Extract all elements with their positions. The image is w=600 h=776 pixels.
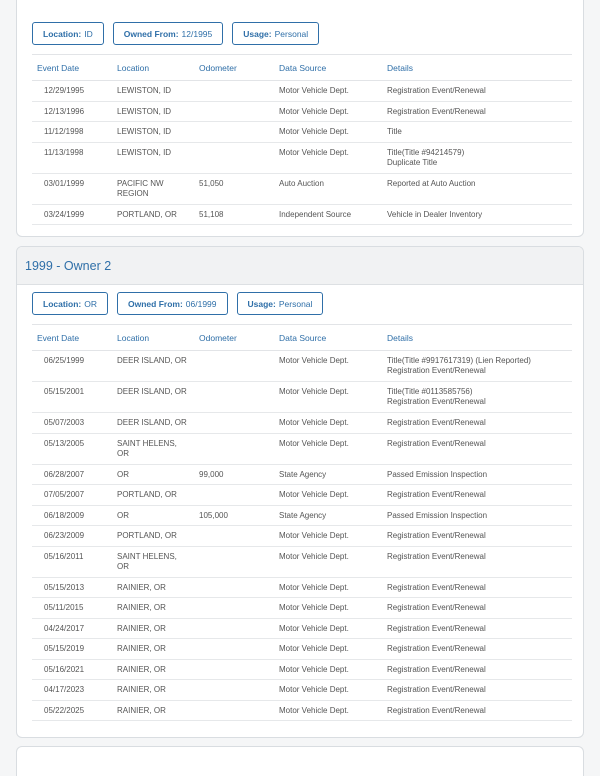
- location-cell: LEWISTON, ID: [112, 81, 194, 102]
- details-cell: Registration Event/Renewal: [382, 680, 572, 701]
- owner-2-table-body: [32, 351, 572, 721]
- odometer-cell: [194, 142, 274, 173]
- table-row: [32, 433, 572, 464]
- table-header-row: [32, 325, 572, 351]
- odometer-cell: [194, 122, 274, 143]
- odometer-cell: [194, 680, 274, 701]
- details-cell: Registration Event/Renewal: [382, 433, 572, 464]
- odometer-cell: [194, 81, 274, 102]
- event-date-cell: 07/05/2007: [32, 485, 112, 506]
- details-cell: Passed Emission Inspection: [382, 464, 572, 485]
- table-header-row: [32, 55, 572, 81]
- data-source-cell: Motor Vehicle Dept.: [274, 639, 382, 660]
- location-cell: LEWISTON, ID: [112, 142, 194, 173]
- table-row: [32, 81, 572, 102]
- location-cell: PACIFIC NW REGION: [112, 173, 194, 204]
- table-row: [32, 122, 572, 143]
- data-source-cell: Motor Vehicle Dept.: [274, 485, 382, 506]
- event-date-cell: 06/18/2009: [32, 505, 112, 526]
- location-cell: PORTLAND, OR: [112, 526, 194, 547]
- details-cell: Registration Event/Renewal: [382, 700, 572, 721]
- data-source-cell: Motor Vehicle Dept.: [274, 382, 382, 413]
- location-cell: OR: [112, 505, 194, 526]
- location-cell: RAINIER, OR: [112, 577, 194, 598]
- odometer-cell: [194, 526, 274, 547]
- table-row: [32, 505, 572, 526]
- owned-from-badge[interactable]: Owned From: 06/1999: [117, 292, 228, 315]
- owner-1-history-table: [32, 54, 572, 225]
- odometer-cell: [194, 101, 274, 122]
- odometer-cell: [194, 598, 274, 619]
- event-date-cell: 06/28/2007: [32, 464, 112, 485]
- event-date-cell: 05/07/2003: [32, 413, 112, 434]
- details-cell: Registration Event/Renewal: [382, 413, 572, 434]
- odometer-cell: [194, 382, 274, 413]
- data-source-cell: Motor Vehicle Dept.: [274, 122, 382, 143]
- owner-2-history-table: [32, 324, 572, 721]
- odometer-cell: [194, 485, 274, 506]
- details-cell: Title: [382, 122, 572, 143]
- location-cell: SAINT HELENS, OR: [112, 546, 194, 577]
- details-cell: Title(Title #0113585756) Registration Event/Renewal: [382, 382, 572, 413]
- next-owner-card: [16, 746, 584, 776]
- details-cell: Passed Emission Inspection: [382, 505, 572, 526]
- odometer-cell: 105,000: [194, 505, 274, 526]
- odometer-cell: 99,000: [194, 464, 274, 485]
- table-row: [32, 598, 572, 619]
- details-cell: Title(Title #9917617319) (Lien Reported) Registration Event/Renewal: [382, 351, 572, 382]
- owner-1-badges: [17, 22, 583, 45]
- owner-1-card: [16, 0, 584, 237]
- odometer-cell: [194, 639, 274, 660]
- location-cell: DEER ISLAND, OR: [112, 382, 194, 413]
- event-date-cell: 11/12/1998: [32, 122, 112, 143]
- table-row: [32, 618, 572, 639]
- location-cell: LEWISTON, ID: [112, 101, 194, 122]
- location-cell: PORTLAND, OR: [112, 204, 194, 225]
- location-cell: RAINIER, OR: [112, 680, 194, 701]
- data-source-cell: Motor Vehicle Dept.: [274, 101, 382, 122]
- data-source-cell: Motor Vehicle Dept.: [274, 413, 382, 434]
- table-row: [32, 639, 572, 660]
- event-date-cell: 11/13/1998: [32, 142, 112, 173]
- location-cell: LEWISTON, ID: [112, 122, 194, 143]
- details-cell: Registration Event/Renewal: [382, 485, 572, 506]
- table-row: [32, 577, 572, 598]
- col-event-date: Event Date: [32, 325, 112, 351]
- table-row: [32, 680, 572, 701]
- col-data-source: Data Source: [274, 325, 382, 351]
- odometer-cell: [194, 700, 274, 721]
- details-cell: Registration Event/Renewal: [382, 101, 572, 122]
- odometer-cell: 51,108: [194, 204, 274, 225]
- table-row: [32, 173, 572, 204]
- table-row: [32, 351, 572, 382]
- data-source-cell: State Agency: [274, 505, 382, 526]
- location-cell: RAINIER, OR: [112, 618, 194, 639]
- details-cell: Title(Title #94214579) Duplicate Title: [382, 142, 572, 173]
- owner-2-badges: [17, 292, 583, 315]
- col-details: Details: [382, 55, 572, 81]
- event-date-cell: 03/24/1999: [32, 204, 112, 225]
- col-odometer: Odometer: [194, 325, 274, 351]
- col-location: Location: [112, 325, 194, 351]
- col-details: Details: [382, 325, 572, 351]
- details-cell: Registration Event/Renewal: [382, 81, 572, 102]
- event-date-cell: 05/15/2013: [32, 577, 112, 598]
- table-row: [32, 413, 572, 434]
- data-source-cell: Motor Vehicle Dept.: [274, 351, 382, 382]
- odometer-cell: [194, 577, 274, 598]
- owner-1-table-body: [32, 81, 572, 225]
- col-event-date: Event Date: [32, 55, 112, 81]
- odometer-cell: 51,050: [194, 173, 274, 204]
- table-row: [32, 485, 572, 506]
- table-row: [32, 204, 572, 225]
- col-odometer: Odometer: [194, 55, 274, 81]
- event-date-cell: 12/29/1995: [32, 81, 112, 102]
- location-cell: DEER ISLAND, OR: [112, 351, 194, 382]
- event-date-cell: 05/15/2019: [32, 639, 112, 660]
- event-date-cell: 05/15/2001: [32, 382, 112, 413]
- table-row: [32, 546, 572, 577]
- event-date-cell: 12/13/1996: [32, 101, 112, 122]
- data-source-cell: Motor Vehicle Dept.: [274, 659, 382, 680]
- location-cell: PORTLAND, OR: [112, 485, 194, 506]
- details-cell: Registration Event/Renewal: [382, 639, 572, 660]
- data-source-cell: Motor Vehicle Dept.: [274, 700, 382, 721]
- details-cell: Registration Event/Renewal: [382, 618, 572, 639]
- table-row: [32, 700, 572, 721]
- data-source-cell: Independent Source: [274, 204, 382, 225]
- owned-from-badge[interactable]: Owned From: 12/1995: [113, 22, 224, 45]
- odometer-cell: [194, 546, 274, 577]
- event-date-cell: 06/25/1999: [32, 351, 112, 382]
- event-date-cell: 04/17/2023: [32, 680, 112, 701]
- details-cell: Registration Event/Renewal: [382, 598, 572, 619]
- event-date-cell: 05/22/2025: [32, 700, 112, 721]
- location-cell: SAINT HELENS, OR: [112, 433, 194, 464]
- odometer-cell: [194, 659, 274, 680]
- event-date-cell: 04/24/2017: [32, 618, 112, 639]
- details-cell: Registration Event/Renewal: [382, 526, 572, 547]
- event-date-cell: 05/11/2015: [32, 598, 112, 619]
- owner-2-card: [16, 246, 584, 738]
- data-source-cell: Motor Vehicle Dept.: [274, 526, 382, 547]
- data-source-cell: Motor Vehicle Dept.: [274, 618, 382, 639]
- table-row: [32, 464, 572, 485]
- location-cell: DEER ISLAND, OR: [112, 413, 194, 434]
- event-date-cell: 03/01/1999: [32, 173, 112, 204]
- col-location: Location: [112, 55, 194, 81]
- odometer-cell: [194, 618, 274, 639]
- data-source-cell: Motor Vehicle Dept.: [274, 142, 382, 173]
- data-source-cell: Auto Auction: [274, 173, 382, 204]
- usage-badge[interactable]: Usage: Personal: [232, 22, 319, 45]
- location-badge[interactable]: Location: ID: [32, 22, 104, 45]
- data-source-cell: Motor Vehicle Dept.: [274, 577, 382, 598]
- data-source-cell: Motor Vehicle Dept.: [274, 433, 382, 464]
- location-cell: RAINIER, OR: [112, 700, 194, 721]
- event-date-cell: 05/13/2005: [32, 433, 112, 464]
- data-source-cell: Motor Vehicle Dept.: [274, 81, 382, 102]
- details-cell: Reported at Auto Auction: [382, 173, 572, 204]
- location-cell: OR: [112, 464, 194, 485]
- location-cell: RAINIER, OR: [112, 639, 194, 660]
- location-cell: RAINIER, OR: [112, 659, 194, 680]
- data-source-cell: Motor Vehicle Dept.: [274, 598, 382, 619]
- details-cell: Vehicle in Dealer Inventory: [382, 204, 572, 225]
- table-row: [32, 142, 572, 173]
- table-row: [32, 659, 572, 680]
- owner-2-title: 1999 - Owner 2: [25, 258, 112, 273]
- location-cell: RAINIER, OR: [112, 598, 194, 619]
- owner-2-header: [17, 247, 583, 285]
- event-date-cell: 05/16/2021: [32, 659, 112, 680]
- event-date-cell: 05/16/2011: [32, 546, 112, 577]
- odometer-cell: [194, 351, 274, 382]
- details-cell: Registration Event/Renewal: [382, 577, 572, 598]
- event-date-cell: 06/23/2009: [32, 526, 112, 547]
- table-row: [32, 101, 572, 122]
- details-cell: Registration Event/Renewal: [382, 546, 572, 577]
- details-cell: Registration Event/Renewal: [382, 659, 572, 680]
- location-badge[interactable]: Location: OR: [32, 292, 108, 315]
- table-row: [32, 526, 572, 547]
- data-source-cell: State Agency: [274, 464, 382, 485]
- odometer-cell: [194, 413, 274, 434]
- data-source-cell: Motor Vehicle Dept.: [274, 546, 382, 577]
- odometer-cell: [194, 433, 274, 464]
- usage-badge[interactable]: Usage: Personal: [237, 292, 324, 315]
- data-source-cell: Motor Vehicle Dept.: [274, 680, 382, 701]
- col-data-source: Data Source: [274, 55, 382, 81]
- table-row: [32, 382, 572, 413]
